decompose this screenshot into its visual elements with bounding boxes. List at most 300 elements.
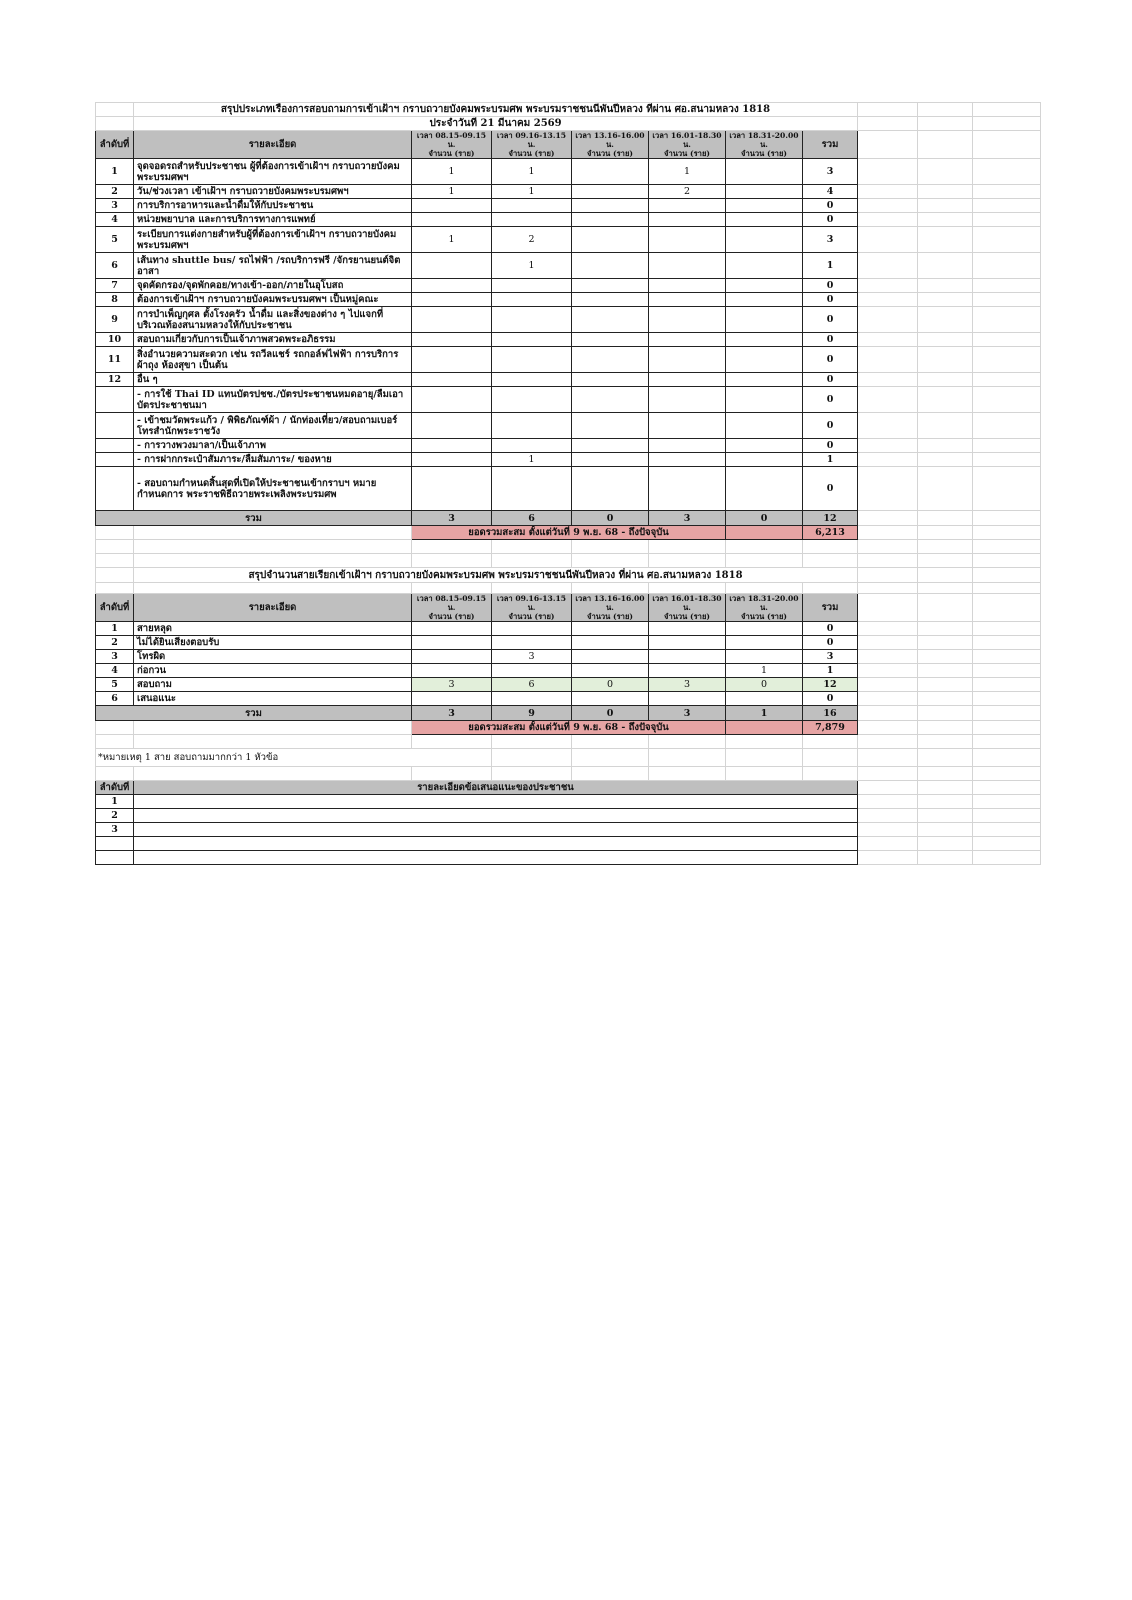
column-header-p2 <box>492 594 572 622</box>
empty-cell <box>973 185 1041 199</box>
row-detail: การบริการอาหารและน้ำดื่มให้กับประชาชน <box>134 199 412 213</box>
value-p3 <box>572 213 649 227</box>
value-p4 <box>649 439 726 453</box>
empty-cell <box>858 279 918 293</box>
empty-cell <box>803 767 858 781</box>
empty-cell <box>973 767 1041 781</box>
table-row <box>96 373 1041 387</box>
empty-cell <box>973 721 1041 735</box>
column-header-p5 <box>726 594 803 622</box>
empty-cell <box>918 568 973 583</box>
value-p4 <box>649 347 726 373</box>
value-p4 <box>649 622 726 636</box>
empty-cell <box>918 185 973 199</box>
footnote: *หมายเหตุ 1 สาย สอบถามมากกว่า 1 หัวข้อ <box>96 749 492 767</box>
row-detail: หน่วยพยาบาล และการบริการทางการแพทย์ <box>134 213 412 227</box>
empty-cell <box>918 159 973 185</box>
empty-cell <box>973 583 1041 594</box>
title-row <box>96 568 1041 583</box>
empty-cell <box>858 823 918 837</box>
column-header-total: รวม <box>803 131 858 159</box>
value-p3 <box>572 467 649 511</box>
empty-cell <box>858 749 918 767</box>
empty-cell <box>918 413 973 439</box>
empty-cell <box>973 159 1041 185</box>
sum-p5: 0 <box>726 511 803 526</box>
empty-cell <box>973 131 1041 159</box>
empty-cell <box>973 347 1041 373</box>
empty-cell <box>918 622 973 636</box>
value-p3 <box>572 692 649 706</box>
value-p3 <box>572 185 649 199</box>
empty-cell <box>858 199 918 213</box>
value-p4 <box>649 213 726 227</box>
row-total: 0 <box>803 373 858 387</box>
empty-cell <box>649 735 726 749</box>
table-row <box>96 199 1041 213</box>
value-p3 <box>572 650 649 664</box>
empty-cell <box>96 526 134 540</box>
empty-cell <box>973 117 1041 131</box>
value-p5 <box>726 387 803 413</box>
suggestion-detail <box>134 809 858 823</box>
value-p4 <box>649 692 726 706</box>
empty-cell <box>858 735 918 749</box>
empty-cell <box>134 735 412 749</box>
sum-p3: 0 <box>572 706 649 721</box>
empty-cell <box>134 721 412 735</box>
header-unit-label: จำนวน (ราย) <box>508 612 555 621</box>
suggestion-row <box>96 851 1041 865</box>
value-p4 <box>649 293 726 307</box>
value-p3 <box>572 307 649 333</box>
empty-cell <box>918 131 973 159</box>
row-total: 0 <box>803 622 858 636</box>
empty-cell <box>973 540 1041 554</box>
sub-table-row <box>96 387 1041 413</box>
suggestion-detail <box>134 837 858 851</box>
header-time-label: เวลา 09.16-13.15 น. <box>496 131 567 149</box>
empty-cell <box>858 650 918 664</box>
value-p5 <box>726 650 803 664</box>
value-p2: 1 <box>492 185 572 199</box>
empty-cell <box>96 767 134 781</box>
value-p1 <box>412 387 492 413</box>
value-p2 <box>492 293 572 307</box>
value-p5 <box>726 279 803 293</box>
empty-cell <box>858 387 918 413</box>
row-detail: เส้นทาง shuttle bus/ รถไฟฟ้า /รถบริการฟรี /จักรยานยนต์จิตอาสา <box>134 253 412 279</box>
empty-cell <box>572 583 649 594</box>
value-p4 <box>649 650 726 664</box>
value-p1 <box>412 413 492 439</box>
empty-cell <box>858 117 918 131</box>
value-p2: 1 <box>492 159 572 185</box>
row-number: 12 <box>96 373 134 387</box>
row-detail: ระเบียบการแต่งกายสำหรับผู้ที่ต้องการเข้าเฝ้าฯ กราบถวายบังคมพระบรมศพฯ <box>134 227 412 253</box>
empty-cell <box>726 554 803 568</box>
empty-cell <box>492 540 572 554</box>
empty-cell <box>858 851 918 865</box>
empty-cell <box>858 307 918 333</box>
empty-cell <box>918 117 973 131</box>
row-number: 6 <box>96 692 134 706</box>
empty-cell <box>858 678 918 692</box>
value-p5 <box>726 413 803 439</box>
value-p3 <box>572 159 649 185</box>
header-unit-label: จำนวน (ราย) <box>428 612 475 621</box>
empty-cell <box>918 636 973 650</box>
empty-cell <box>134 767 412 781</box>
empty-cell <box>973 636 1041 650</box>
value-p3 <box>572 373 649 387</box>
row-number: 11 <box>96 347 134 373</box>
row-detail: - การใช้ Thai ID แทนบัตรปชช./บัตรประชาชนหมดอายุ/ลืมเอาบัตรประชาชนมา <box>134 387 412 413</box>
sum-p4: 3 <box>649 706 726 721</box>
value-p2 <box>492 387 572 413</box>
value-p5: 0 <box>726 678 803 692</box>
value-p2: 3 <box>492 650 572 664</box>
empty-cell <box>918 823 973 837</box>
table-header-row <box>96 131 1041 159</box>
blank-row <box>96 583 1041 594</box>
empty-cell <box>973 467 1041 511</box>
empty-cell <box>858 131 918 159</box>
empty-cell <box>858 213 918 227</box>
empty-cell <box>572 554 649 568</box>
row-number: 8 <box>96 293 134 307</box>
empty-cell <box>858 159 918 185</box>
empty-cell <box>973 279 1041 293</box>
sub-table-row <box>96 467 1041 511</box>
sub-table-row <box>96 439 1041 453</box>
empty-cell <box>918 781 973 795</box>
empty-cell <box>96 735 134 749</box>
table-row <box>96 333 1041 347</box>
empty-cell <box>858 809 918 823</box>
empty-cell <box>572 540 649 554</box>
empty-cell <box>918 199 973 213</box>
row-total: 12 <box>803 678 858 692</box>
empty-cell <box>412 767 492 781</box>
row-total: 0 <box>803 279 858 293</box>
empty-cell <box>412 735 492 749</box>
row-total: 0 <box>803 636 858 650</box>
empty-cell <box>918 526 973 540</box>
header-time-label: เวลา 08.15-09.15 น. <box>416 131 487 149</box>
value-p2 <box>492 333 572 347</box>
value-p3 <box>572 622 649 636</box>
value-p4: 1 <box>649 159 726 185</box>
row-total: 1 <box>803 453 858 467</box>
table-title: ประจำวันที่ 21 มีนาคม 2569 <box>134 117 858 131</box>
empty-cell <box>858 568 918 583</box>
value-p5 <box>726 453 803 467</box>
header-time-label: เวลา 18.31-20.00 น. <box>729 131 799 149</box>
empty-cell <box>96 583 134 594</box>
empty-cell <box>858 636 918 650</box>
row-number <box>96 851 134 865</box>
row-detail: เสนอแนะ <box>134 692 412 706</box>
empty-cell <box>918 795 973 809</box>
empty-cell <box>918 253 973 279</box>
empty-cell <box>918 511 973 526</box>
value-p2: 2 <box>492 227 572 253</box>
value-p3 <box>572 413 649 439</box>
table-title: สรุปจำนวนสายเรียกเข้าเฝ้าฯ กราบถวายบังคมพระบรมศพ พระบรมราชชนนีพันปีหลวง ที่ผ่าน ศอ.สนามหลวง 1818 <box>134 568 858 583</box>
empty-cell <box>858 583 918 594</box>
empty-cell <box>973 568 1041 583</box>
empty-cell <box>96 117 134 131</box>
table-row <box>96 622 1041 636</box>
empty-cell <box>858 373 918 387</box>
value-p2 <box>492 622 572 636</box>
empty-cell <box>918 583 973 594</box>
header-unit-label: จำนวน (ราย) <box>428 149 475 158</box>
suggestion-row <box>96 823 1041 837</box>
row-total: 0 <box>803 307 858 333</box>
row-number: 2 <box>96 809 134 823</box>
empty-cell <box>973 650 1041 664</box>
empty-cell <box>412 554 492 568</box>
empty-cell <box>726 749 803 767</box>
suggestion-detail <box>134 823 858 837</box>
value-p1: 1 <box>412 159 492 185</box>
column-header-p2 <box>492 131 572 159</box>
table-row <box>96 636 1041 650</box>
empty-cell <box>973 735 1041 749</box>
empty-cell <box>134 540 412 554</box>
empty-cell <box>858 554 918 568</box>
row-total: 0 <box>803 213 858 227</box>
table-header-row <box>96 594 1041 622</box>
report-sheet <box>95 102 1041 865</box>
empty-cell <box>973 851 1041 865</box>
value-p4: 2 <box>649 185 726 199</box>
empty-cell <box>858 103 918 117</box>
empty-cell <box>973 227 1041 253</box>
value-p2 <box>492 636 572 650</box>
cumulative-blank <box>726 721 803 735</box>
row-number: 5 <box>96 227 134 253</box>
empty-cell <box>858 767 918 781</box>
empty-cell <box>973 213 1041 227</box>
row-total: 0 <box>803 692 858 706</box>
suggestion-row <box>96 837 1041 851</box>
row-detail: อื่น ๆ <box>134 373 412 387</box>
spreadsheet-page <box>95 102 1040 865</box>
empty-cell <box>858 781 918 795</box>
row-number: 1 <box>96 159 134 185</box>
value-p4 <box>649 253 726 279</box>
empty-cell <box>803 735 858 749</box>
value-p1 <box>412 213 492 227</box>
value-p1 <box>412 636 492 650</box>
sum-p3: 0 <box>572 511 649 526</box>
empty-cell <box>858 333 918 347</box>
row-detail: การบำเพ็ญกุศล ตั้งโรงครัว น้ำดื่ม และสิ่งของต่าง ๆ ไปแจกที่บริเวณท้องสนามหลวงให้กับประชาชน <box>134 307 412 333</box>
row-detail: สอบถาม <box>134 678 412 692</box>
empty-cell <box>803 554 858 568</box>
value-p4 <box>649 373 726 387</box>
empty-cell <box>973 413 1041 439</box>
empty-cell <box>858 511 918 526</box>
sum-label: รวม <box>96 511 412 526</box>
row-number: 9 <box>96 307 134 333</box>
empty-cell <box>918 851 973 865</box>
empty-cell <box>858 347 918 373</box>
empty-cell <box>973 837 1041 851</box>
cumulative-value: 6,213 <box>803 526 858 540</box>
empty-cell <box>492 749 572 767</box>
empty-cell <box>918 213 973 227</box>
row-detail: - การวางพวงมาลา/เป็นเจ้าภาพ <box>134 439 412 453</box>
empty-cell <box>96 554 134 568</box>
empty-cell <box>858 453 918 467</box>
value-p2 <box>492 467 572 511</box>
row-detail: ต้องการเข้าเฝ้าฯ กราบถวายบังคมพระบรมศพฯ เป็นหมู่คณะ <box>134 293 412 307</box>
value-p1 <box>412 199 492 213</box>
empty-cell <box>973 526 1041 540</box>
empty-cell <box>858 622 918 636</box>
row-total: 3 <box>803 227 858 253</box>
empty-cell <box>918 333 973 347</box>
cumulative-row <box>96 526 1041 540</box>
header-unit-label: จำนวน (ราย) <box>664 149 710 158</box>
empty-cell <box>726 540 803 554</box>
row-total: 0 <box>803 387 858 413</box>
empty-cell <box>803 540 858 554</box>
empty-cell <box>918 678 973 692</box>
value-p2 <box>492 199 572 213</box>
empty-cell <box>973 823 1041 837</box>
row-number <box>96 439 134 453</box>
table-row <box>96 650 1041 664</box>
value-p5 <box>726 159 803 185</box>
row-detail: - สอบถามกำหนดสิ้นสุดที่เปิดให้ประชาชนเข้ากราบฯ หมายกำหนดการ พระราชพิธีถวายพระเพลิงพระบรมศพ <box>134 467 412 511</box>
empty-cell <box>858 227 918 253</box>
value-p3 <box>572 636 649 650</box>
value-p2 <box>492 439 572 453</box>
empty-cell <box>918 837 973 851</box>
blank-row <box>96 735 1041 749</box>
header-unit-label: จำนวน (ราย) <box>741 149 787 158</box>
row-total: 3 <box>803 159 858 185</box>
value-p3 <box>572 333 649 347</box>
row-number <box>96 453 134 467</box>
value-p5 <box>726 439 803 453</box>
row-total: 0 <box>803 199 858 213</box>
empty-cell <box>918 594 973 622</box>
empty-cell <box>973 307 1041 333</box>
empty-cell <box>572 767 649 781</box>
cumulative-blank <box>726 526 803 540</box>
value-p4 <box>649 199 726 213</box>
value-p4 <box>649 467 726 511</box>
empty-cell <box>858 594 918 622</box>
table-title: สรุปประเภทเรื่องการสอบถามการเข้าเฝ้าฯ กราบถวายบังคมพระบรมศพ พระบรมราชชนนีพันปีหลวง ที่ผ่าน ศอ.สนามหลวง 1818 <box>134 103 858 117</box>
empty-cell <box>726 583 803 594</box>
empty-cell <box>973 333 1041 347</box>
header-time-label: เวลา 09.16-13.15 น. <box>496 594 567 612</box>
value-p1 <box>412 293 492 307</box>
value-p5 <box>726 373 803 387</box>
table-row <box>96 185 1041 199</box>
table-row <box>96 253 1041 279</box>
title-row <box>96 103 1041 117</box>
row-number: 3 <box>96 199 134 213</box>
header-unit-label: จำนวน (ราย) <box>587 149 633 158</box>
value-p5 <box>726 333 803 347</box>
empty-cell <box>858 692 918 706</box>
row-detail: วัน/ช่วงเวลา เข้าเฝ้าฯ กราบถวายบังคมพระบรมศพฯ <box>134 185 412 199</box>
row-number: 1 <box>96 622 134 636</box>
empty-cell <box>803 583 858 594</box>
row-detail: โทรผิด <box>134 650 412 664</box>
row-detail: สายหลุด <box>134 622 412 636</box>
header-time-label: เวลา 13.16-16.00 น. <box>575 131 645 149</box>
column-header-p1 <box>412 131 492 159</box>
column-header-p3 <box>572 131 649 159</box>
blank-row <box>96 540 1041 554</box>
header-time-label: เวลา 18.31-20.00 น. <box>729 594 799 612</box>
empty-cell <box>973 554 1041 568</box>
table-row <box>96 159 1041 185</box>
sub-table-row <box>96 453 1041 467</box>
row-number: 2 <box>96 636 134 650</box>
suggestion-row <box>96 809 1041 823</box>
table-row <box>96 664 1041 678</box>
empty-cell <box>134 554 412 568</box>
value-p1 <box>412 373 492 387</box>
sum-row <box>96 706 1041 721</box>
value-p2 <box>492 279 572 293</box>
row-total: 3 <box>803 650 858 664</box>
value-p3 <box>572 253 649 279</box>
value-p3: 0 <box>572 678 649 692</box>
sum-p2: 6 <box>492 511 572 526</box>
value-p2: 1 <box>492 253 572 279</box>
empty-cell <box>918 347 973 373</box>
column-header-no: ลำดับที่ <box>96 781 134 795</box>
row-total: 0 <box>803 439 858 453</box>
value-p1 <box>412 467 492 511</box>
row-detail: - การฝากกระเป๋าสัมภาระ/ลืมสัมภาระ/ ของหาย <box>134 453 412 467</box>
value-p5 <box>726 622 803 636</box>
empty-cell <box>858 293 918 307</box>
sum-label: รวม <box>96 706 412 721</box>
value-p3 <box>572 227 649 253</box>
blank-row <box>96 767 1041 781</box>
header-unit-label: จำนวน (ราย) <box>741 612 787 621</box>
empty-cell <box>492 735 572 749</box>
empty-cell <box>973 809 1041 823</box>
value-p1 <box>412 692 492 706</box>
value-p5 <box>726 293 803 307</box>
header-unit-label: จำนวน (ราย) <box>587 612 633 621</box>
empty-cell <box>973 781 1041 795</box>
row-total: 1 <box>803 253 858 279</box>
column-header-no: ลำดับที่ <box>96 594 134 622</box>
value-p5 <box>726 692 803 706</box>
value-p4 <box>649 413 726 439</box>
value-p5 <box>726 227 803 253</box>
value-p2 <box>492 413 572 439</box>
table-row <box>96 293 1041 307</box>
value-p5 <box>726 213 803 227</box>
empty-cell <box>858 253 918 279</box>
value-p4: 3 <box>649 678 726 692</box>
